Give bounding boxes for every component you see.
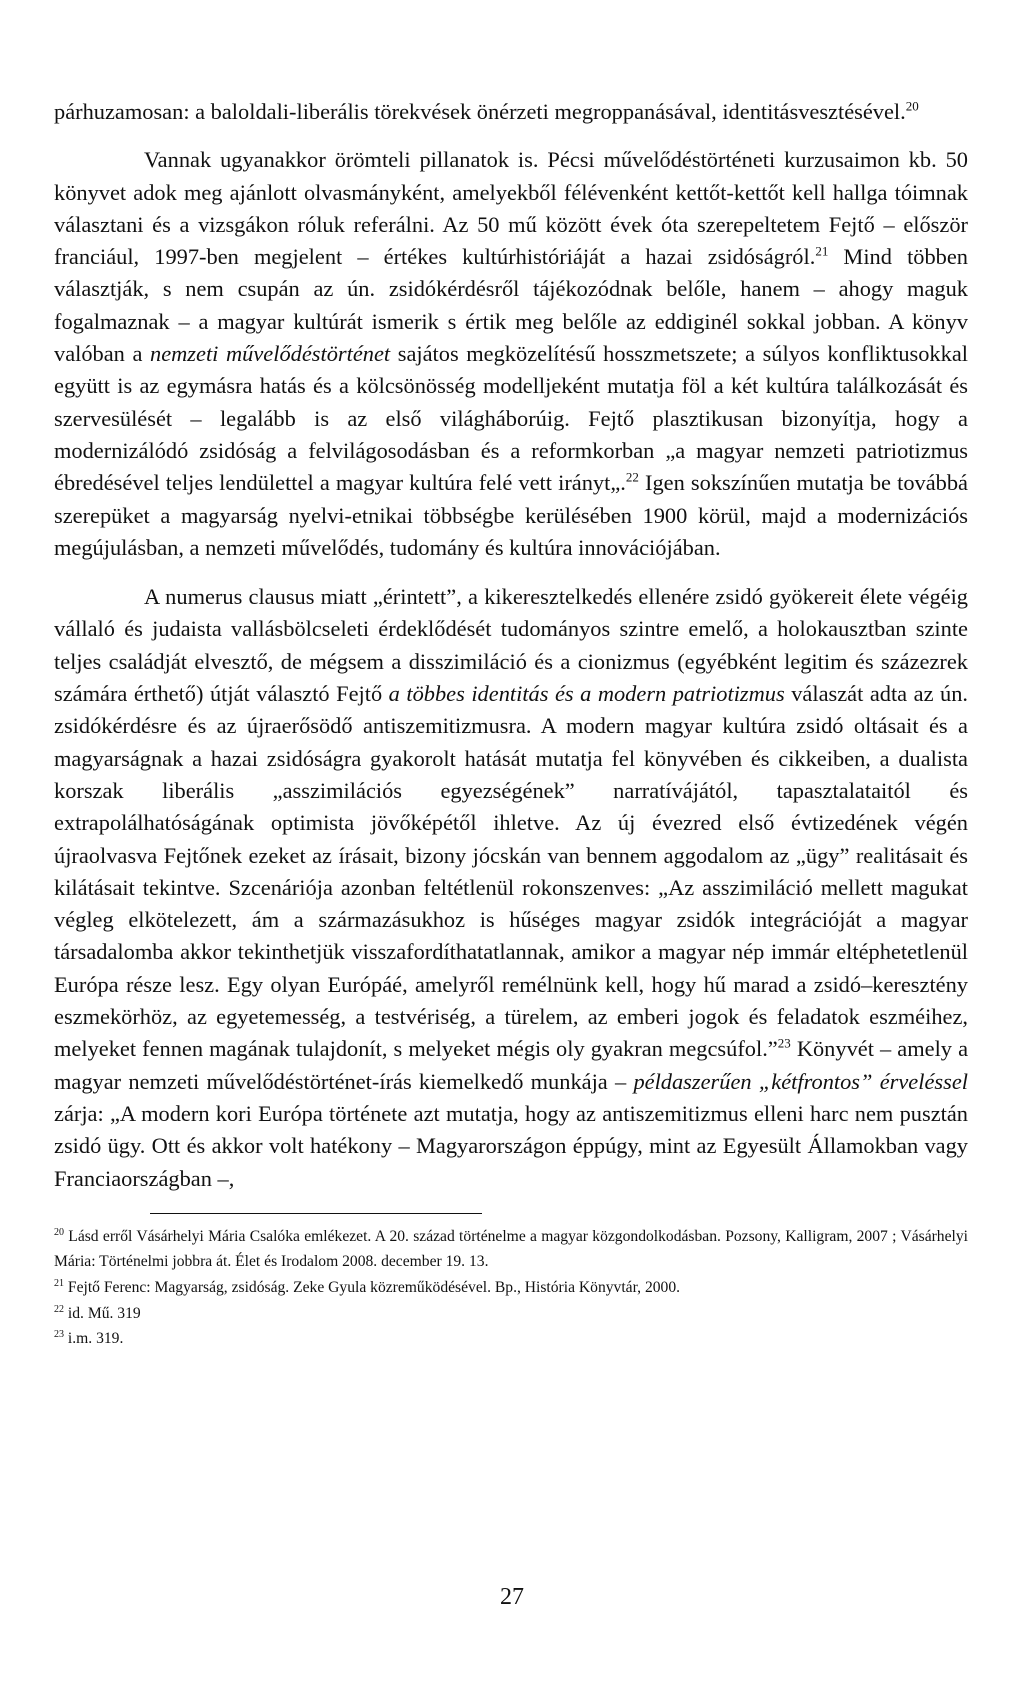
footnote-number: 23 xyxy=(54,1328,64,1340)
paragraph-3 xyxy=(54,581,968,1195)
footnotes xyxy=(54,1224,968,1352)
paragraph-2 xyxy=(54,144,968,564)
text-run: Igen sokszínűen mutatja be továbbá szerepüket a magyarság nyelvi-etnikai többségbe kerülésében 1900 körül, majd a modernizációs megújulásban, a nemzeti művelődés, tudomány és kultúra innovációjában. xyxy=(54,470,968,560)
text-run: Vannak ugyanakkor örömteli pillanatok is. Pécsi művelődéstörténeti kurzusaimon kb. 50 könyvet adok meg ajánlott olvasmányként, amelyekből félévenként kettőt-kettőt kell hallga tóimnak választani és a vizsgákon róluk referálni. Az 50 mű között évek óta szerepeltetem Fejtő – először franciául, 1997-ben megjelent – értékes kultúrhistóriáját a hazai zsidóságról. xyxy=(54,147,968,270)
page-number: 27 xyxy=(500,1584,524,1610)
footnote-text: id. Mű. 319 xyxy=(67,1304,141,1322)
footnote-22 xyxy=(54,1301,968,1327)
text-run: válaszát adta az ún. zsidókérdésre és az újraerősödő antiszemitizmusra. A modern magyar kultúra zsidó oltásait és a magyarságnak a hazai zsidóságra gyakorolt hatását mutatja fel könyvében és cikkeiben, a dualista korszak liberális „asszimilációs egyezségének” narratívájától, tapasztalataitól és extrapolálhatóságának optimista jövőképétől ihletve. Az új évezred első évtizedének végén újraolvasva Fejtőnek ezeket az írásait, bizony jócskán van bennem aggodalom az „ügy” realitásait és kilátásait tekintve. Szcenáriója azonban feltétlenül rokonszenves: „Az asszimiláció mellett magukat végleg elkötelezett, ám a származásukhoz is hűséges magyar zsidók integrációját a magyar társadalomba akkor tekinthetjük visszafordíthatatlannak, amikor a magyar nép immár eltéphetetlenül Európa része lesz. Egy olyan Európáé, amelyről remélnünk kell, hogy hű marad a zsidó–keresztény eszmekörhöz, az egyetemesség, a testvériség, a türelem, az emberi jogok és feladatok eszméihez, melyeket fennen magának tulajdonít, s melyeket mégis oly gyakran megcsúfol.” xyxy=(54,681,968,1062)
footnote-21 xyxy=(54,1275,968,1301)
footnote-text: Fejtő Ferenc: Magyarság, zsidóság. Zeke Gyula közreműködésével. Bp., História Könyvtár, 2000. xyxy=(67,1278,681,1296)
footnote-20 xyxy=(54,1224,968,1275)
text-run: zárja: „A modern kori Európa története azt mutatja, hogy az antiszemitizmus elleni harc nem pusztán zsidó ügy. Ott és akkor volt hatékony – Magyarországon éppúgy, mint az Egyesült Államokban vagy Franciaországban –, xyxy=(54,1100,968,1191)
italic-phrase: példaszerűen „kétfrontos” érveléssel xyxy=(633,1068,968,1094)
paragraph-1 xyxy=(54,96,968,128)
footnote-ref: 21 xyxy=(815,243,829,259)
footnote-number: 21 xyxy=(54,1277,64,1289)
italic-phrase: nemzeti művelődéstörténet xyxy=(150,341,391,367)
text-run: sajátos megközelítésű hosszmetszete; a súlyos konfliktusokkal együtt is az egymásra hatás és a kölcsönösség modelljeként mutatja föl a két kultúra találkozását és szervesülését – legalább is az első világháborúig. Fejtő plasztikusan bizonyítja, hogy a modernizálódó zsidóság a felvilágosodásban és a reformkorban „a magyar nemzeti patriotizmus ébredésével teljes lendülettel a magyar kultúra felé vett irányt„. xyxy=(54,341,968,496)
footnote-text: Lásd erről Vásárhelyi Mária Csalóka emlékezet. A 20. század történelme a magyar közgondolkodásban. Pozsony, Kalligram, 2007 ; Vásárhelyi Mária: Történelmi jobbra át. Élet és Irodalom 2008. december 19. 13. xyxy=(54,1227,968,1271)
footnote-number: 22 xyxy=(54,1303,64,1315)
footnote-ref: 20 xyxy=(905,98,919,114)
text-run: Könyvét – amely a magyar nemzeti művelődéstörténet-írás kiemelkedő munkája – xyxy=(54,1036,969,1094)
italic-phrase: a többes identitás és a modern patriotizmus xyxy=(388,681,785,707)
footnote-separator xyxy=(150,1213,482,1214)
footnote-number: 20 xyxy=(54,1226,64,1238)
footnote-text: i.m. 319. xyxy=(67,1330,124,1348)
text-run: párhuzamosan: a baloldali-liberális törekvések önérzeti megroppanásával, identitásvesztésével. xyxy=(54,99,906,124)
footnote-ref: 22 xyxy=(625,469,639,485)
footnote-ref: 23 xyxy=(777,1035,791,1051)
footnote-23 xyxy=(54,1326,968,1352)
text-run: A numerus clausus miatt „érintett”, a kikeresztelkedés ellenére zsidó gyökereit élete végéig vállaló és judaista vallásbölcseleti érdeklődését tudományos szintre emelő, a holokausztban szinte teljes családját elvesztő, de mégsem a disszimiláció és a cionizmus (egyébként legitim és százezrek számára érthető) útját választó Fejtő xyxy=(54,584,968,707)
page-body xyxy=(54,96,968,1352)
text-run: Mind többen választják, s nem csupán az ún. zsidókérdésről tájékozódnak belőle, hanem – ahogy maguk fogalmaznak – a magyar kultúrát ismerik s értik meg belőle az eddiginél sokkal jobban. A könyv valóban a xyxy=(54,244,969,367)
